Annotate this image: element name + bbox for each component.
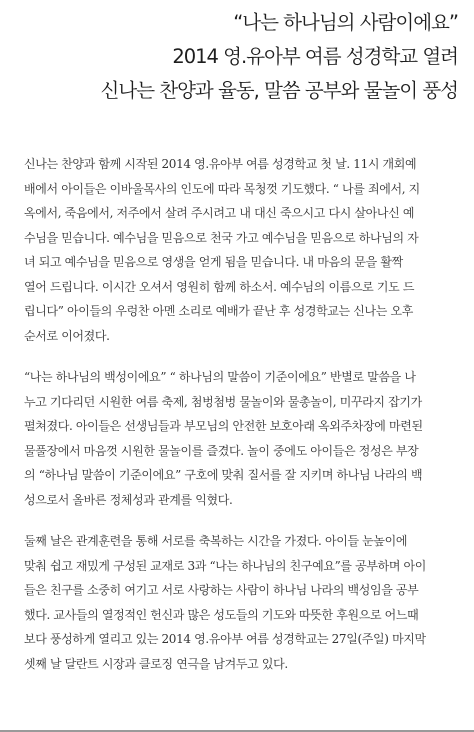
- text-line: 맞춰 쉽고 재밌게 구성된 교재로 3과 “나는 하나님의 친구예요”를 공부하며 아이: [24, 558, 427, 573]
- text-line: 립니다” 아이들의 우렁찬 아멘 소리로 예배가 끝난 후 성경학교는 신나는 오후: [24, 304, 413, 318]
- text-line: 의 “하나님 말씀이 기준이에요” 구호에 맞춰 질서를 잘 지키며 하나님 나라의 백: [24, 468, 423, 482]
- text-line: 누고 기다리던 시원한 여름 축제, 첨벙첨벙 물놀이와 물총놀이, 미꾸라지 잡기가: [24, 394, 422, 409]
- text-line: 보다 풍성하게 열리고 있는 2014 영.유아부 여름 성경학교는 27일(주일) 마지막: [24, 632, 426, 646]
- text-line: 순서로 이어졌다.: [24, 328, 110, 343]
- article-paragraph-2: [24, 365, 452, 512]
- text-line: “나는 하나님의 백성이에요” “ 하나님의 말씀이 기준이에요” 반별로 말씀을 나: [24, 370, 416, 384]
- text-line: 옥에서, 죽음에서, 저주에서 살려 주시려고 내 대신 죽으시고 다시 살아나신 예: [24, 206, 415, 220]
- text-line: 성으로서 올바른 정체성과 관계를 익혔다.: [24, 492, 233, 507]
- text-line: 배에서 아이들은 이바울목사의 인도에 따라 목청껏 기도했다. “ 나를 죄에서, 지: [24, 181, 420, 196]
- headline-title: “나는 하나님의 사람이에요”: [233, 11, 458, 34]
- headline: [18, 6, 458, 108]
- text-line: 신나는 찬양과 함께 시작된 2014 영.유아부 여름 성경학교 첫 날. 11시 개회예: [24, 157, 417, 171]
- text-line: 수님을 믿습니다. 예수님을 믿음으로 천국 가고 예수님을 믿음으로 하나님의 자: [24, 230, 419, 245]
- headline-subtitle: 2014 영.유아부 여름 성경학교 열려: [172, 45, 458, 68]
- text-line: 녀 되고 예수님을 믿음으로 영생을 얻게 됨을 믿습니다. 내 마음의 문을 활짝: [24, 255, 403, 269]
- article-body: [24, 152, 452, 693]
- text-line: 둘째 날은 관계훈련을 통해 서로를 축복하는 시간을 가졌다. 아이들 눈높이에: [24, 534, 408, 548]
- article-paragraph-1: [24, 152, 452, 348]
- text-line: 했다. 교사들의 열정적인 헌신과 많은 성도들의 기도와 따뜻한 후원으로 어느때: [24, 607, 419, 622]
- text-line: 물풀장에서 마음껏 시원한 물놀이를 즐겼다. 놀이 중에도 아이들은 정성은 부장: [24, 443, 419, 458]
- text-line: 펼쳐졌다. 아이들은 선생님들과 부모님의 안전한 보호아래 옥외주차장에 마련된: [24, 419, 423, 433]
- text-line: 열어 드립니다. 이시간 오셔서 영원히 함께 하소서. 예수님의 이름으로 기도 드: [24, 279, 415, 294]
- text-line: 들은 친구를 소중히 여기고 서로 사랑하는 사람이 하나님 나라의 백성임을 공부: [24, 583, 419, 597]
- article-paragraph-3: [24, 529, 452, 676]
- headline-tagline: 신나는 찬양과 율동, 말씀 공부와 물놀이 풍성: [100, 79, 458, 102]
- text-line: 셋째 날 달란트 시장과 클로징 연극을 남겨두고 있다.: [24, 656, 288, 671]
